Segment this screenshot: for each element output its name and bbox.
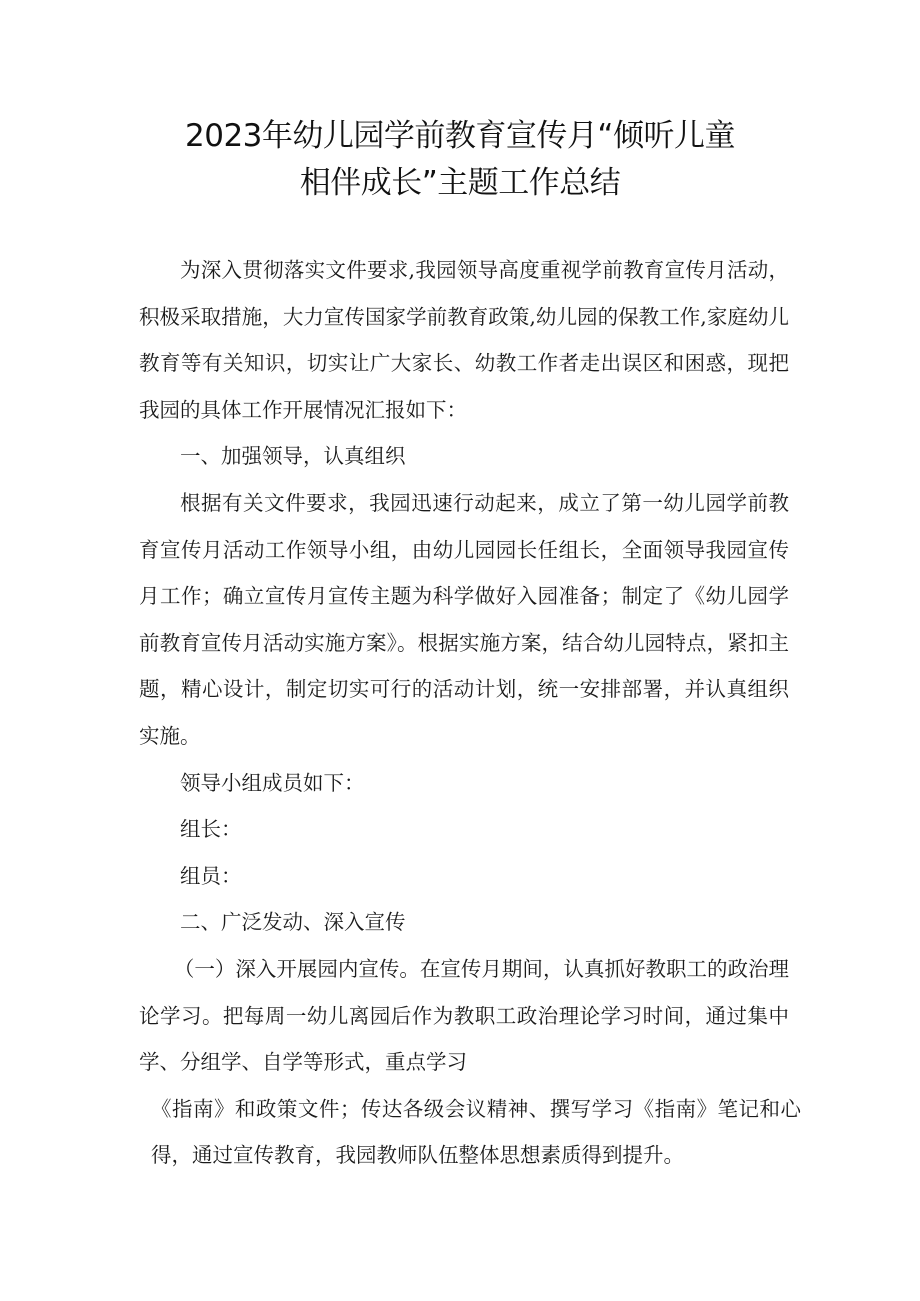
section-heading-2: 二、广泛发动、深入宣传: [180, 910, 406, 935]
paragraph-section-2-1-continued: 《指南》和政策文件；传达各级会议精神、撰写学习《指南》笔记和心得，通过宣传教育，我园教师队伍整体思想素质得到提升。: [151, 1096, 801, 1168]
paragraph-section-1: 根据有关文件要求，我园迅速行动起来，成立了第一幼儿园学前教育宣传月活动工作领导小组，由幼儿园园长任组长，全面领导我园宣传月工作；确立宣传月宣传主题为科学做好入园准备；制定了《幼儿园学前教育宣传月活动实施方案》。根据实施方案，结合幼儿园特点，紧扣主题，精心设计，制定切实可行的活动计划，统一安排部署，并认真组织实施。: [139, 490, 789, 748]
document-title-line-2: 相伴成长”主题工作总结: [299, 165, 621, 201]
document-body: [139, 247, 801, 1179]
section-heading-1: 一、加强领导，认真组织: [180, 444, 406, 469]
paragraph-leadership-members: 领导小组成员如下：: [180, 770, 365, 795]
paragraph-group-leader: 组长：: [180, 817, 242, 842]
document-title-line-1: 2023年幼儿园学前教育宣传月“倾听儿童: [185, 118, 735, 154]
paragraph-section-2-1: （一）深入开展园内宣传。在宣传月期间，认真抓好教职工的政治理论学习。把每周一幼儿离园后作为教职工政治理论学习时间，通过集中学、分组学、自学等形式，重点学习: [139, 956, 789, 1075]
paragraph-intro: 为深入贯彻落实文件要求,我园领导高度重视学前教育宣传月活动，积极采取措施，大力宣传国家学前教育政策,幼儿园的保教工作,家庭幼儿教育等有关知识，切实让广大家长、幼教工作者走出误区和困惑，现把我园的具体工作开展情况汇报如下：: [139, 258, 789, 422]
paragraph-group-members: 组员：: [180, 863, 242, 888]
